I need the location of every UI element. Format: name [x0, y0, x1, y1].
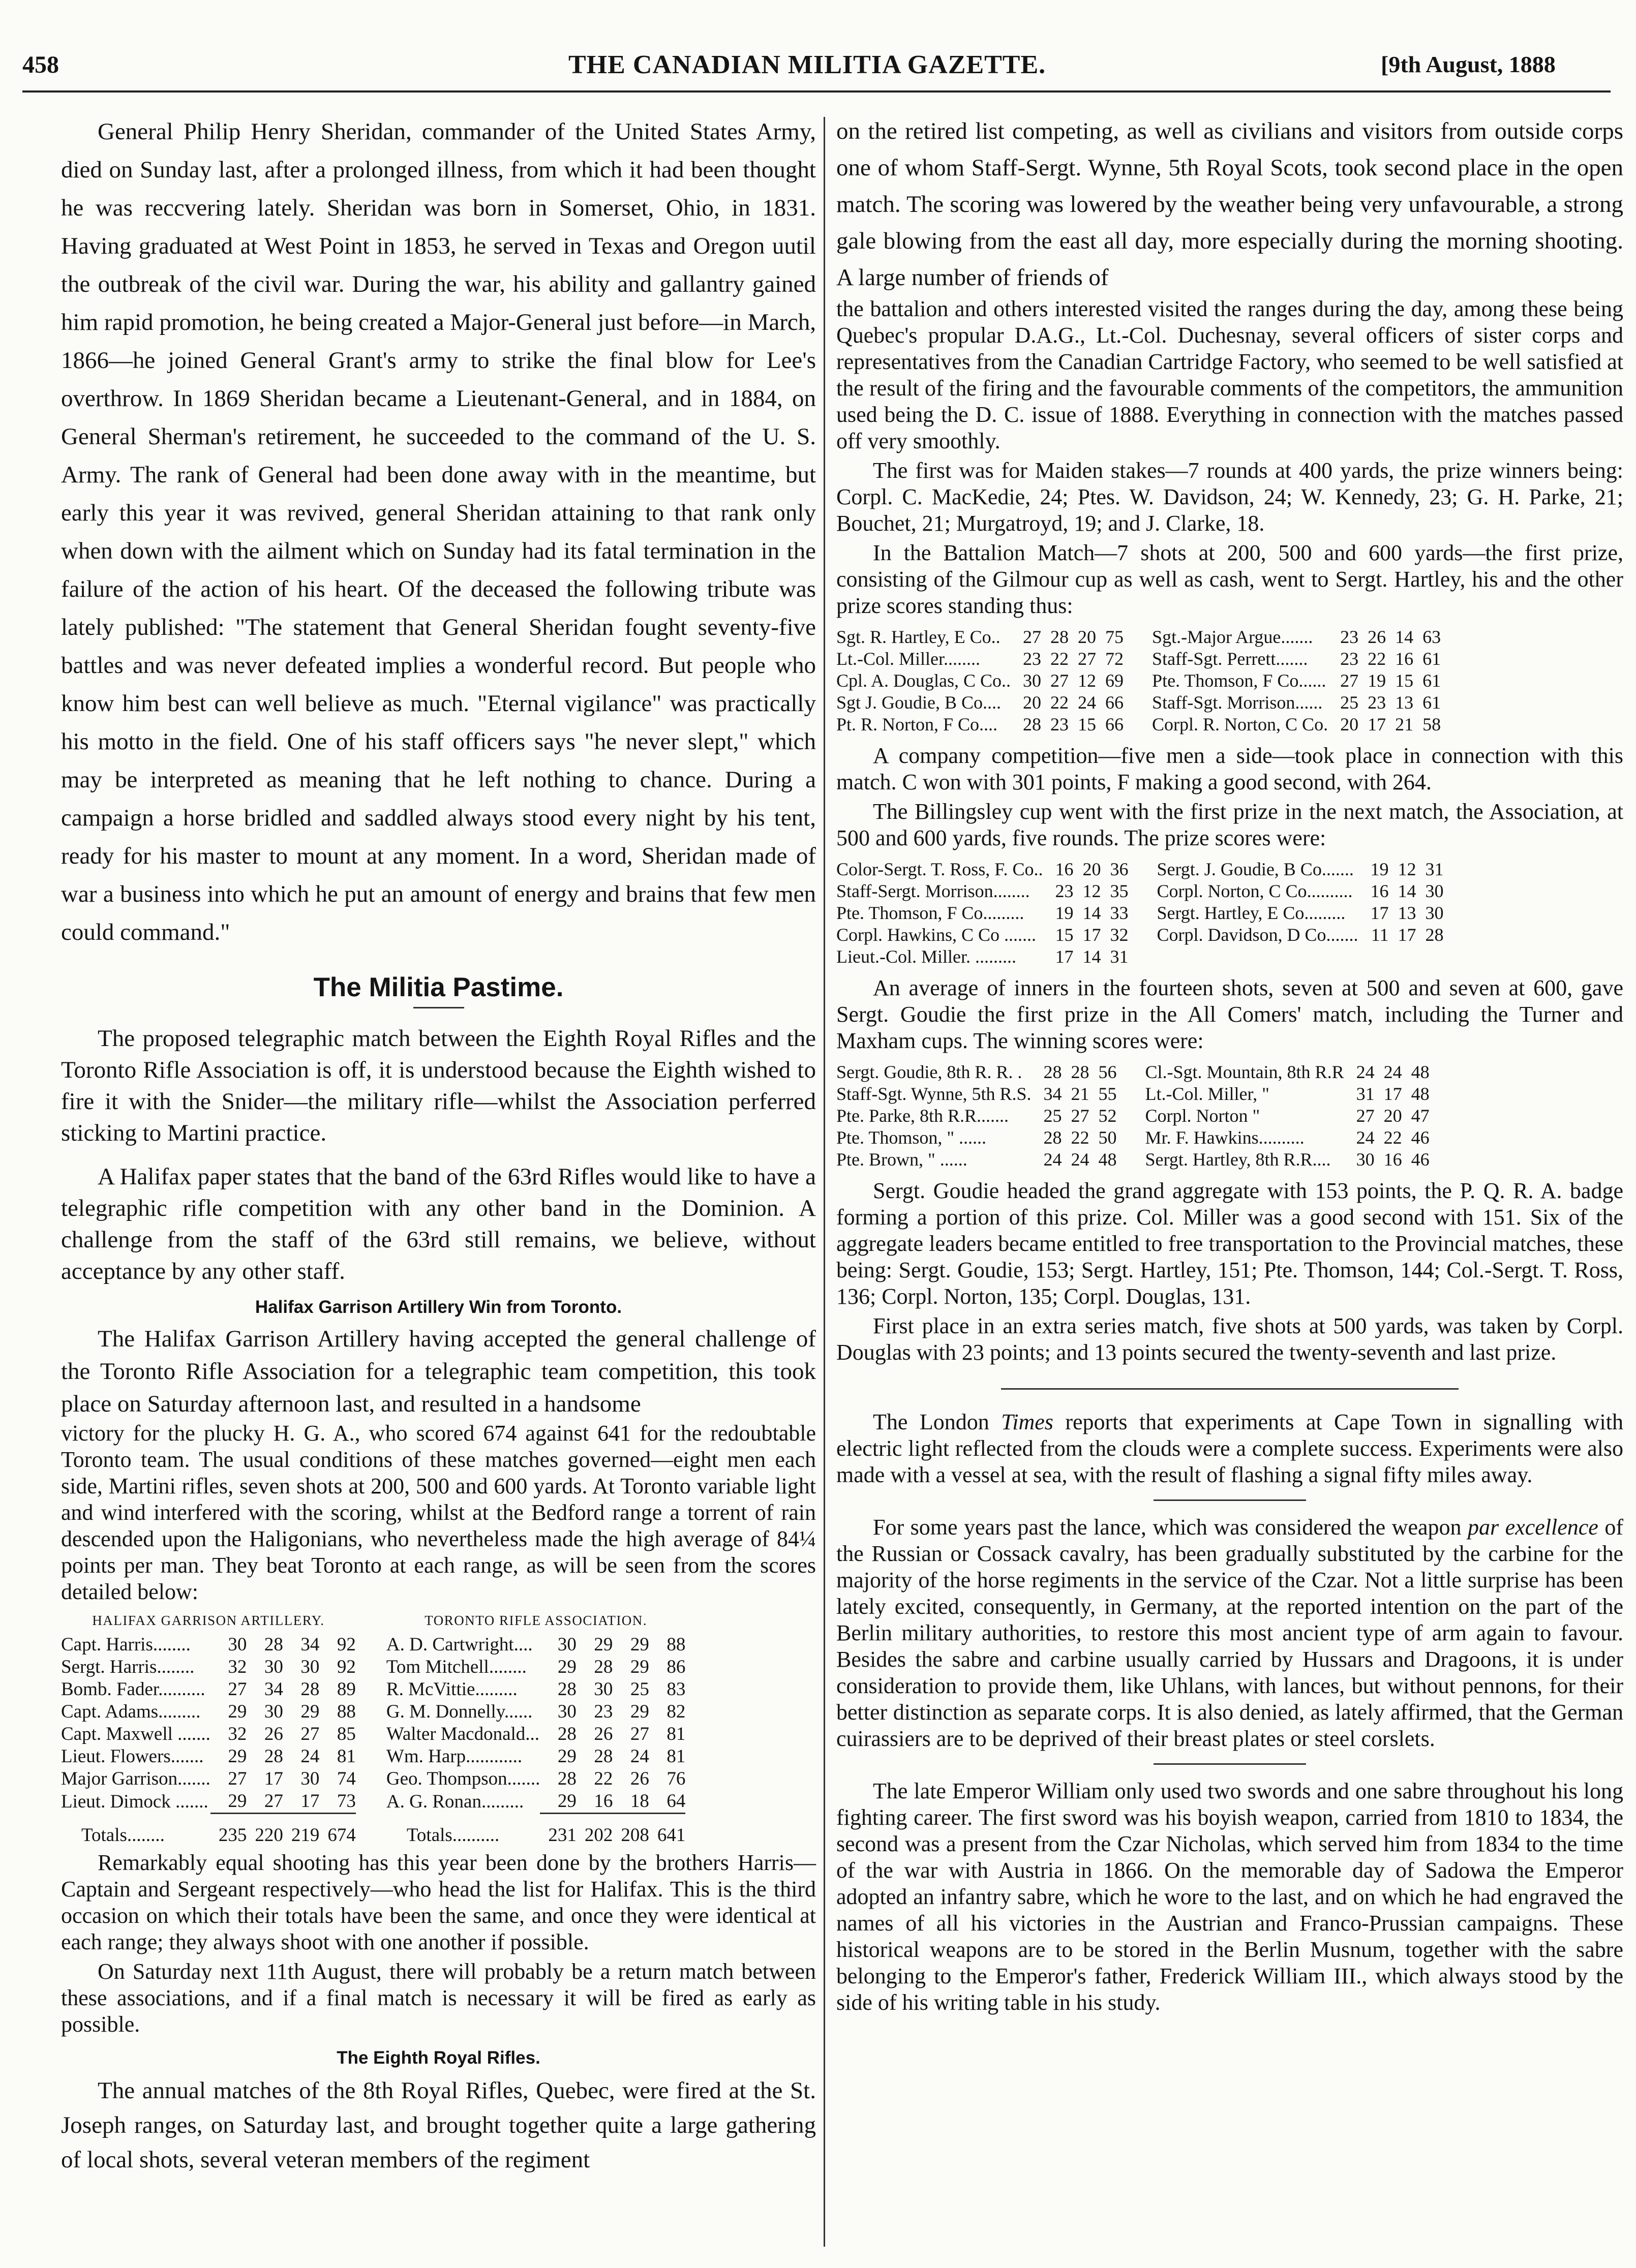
score-row	[836, 648, 1441, 670]
halifax-total-200: 235	[218, 1825, 247, 1846]
score-500: 17	[1368, 714, 1386, 734]
toronto-score-600: 26	[630, 1768, 649, 1789]
competitor-name: Sgt.-Major Argue.......	[1152, 627, 1313, 647]
toronto-score-600: 27	[630, 1724, 649, 1744]
score-600: 14	[1082, 903, 1101, 923]
score-total: 69	[1105, 670, 1124, 691]
score-600: 16	[1383, 1149, 1402, 1170]
halifax-score-500: 34	[264, 1679, 283, 1700]
score-row	[836, 626, 1441, 648]
competitor-name: Sergt. Hartley, E Co.........	[1157, 903, 1346, 923]
halifax-score-200: 27	[228, 1679, 247, 1700]
score-row	[836, 1127, 1430, 1149]
score-500: 19	[1370, 859, 1389, 879]
toronto-score-600: 29	[630, 1701, 649, 1722]
score-500: 23	[1055, 881, 1074, 901]
score-500: 24	[1043, 1149, 1062, 1170]
score-600: 12	[1078, 670, 1097, 691]
score-500: 17	[1370, 903, 1389, 923]
issue-date: [9th August, 1888	[1381, 51, 1556, 77]
halifax-total: 74	[337, 1768, 356, 1789]
page-header	[0, 0, 1636, 86]
halifax-score-200: 32	[228, 1657, 247, 1677]
score-600: 15	[1078, 714, 1097, 734]
score-500: 27	[1050, 670, 1069, 691]
halifax-score-200: 29	[228, 1746, 247, 1767]
score-total: 32	[1110, 925, 1129, 945]
times-italic: Times	[1001, 1409, 1053, 1434]
score-row	[836, 946, 1443, 968]
competitor-name: Staff-Sgt. Morrison......	[1152, 692, 1323, 713]
score-row	[61, 1723, 685, 1745]
halifax-score-600: 27	[300, 1724, 320, 1744]
competitor-name: Corpl. Hawkins, C Co .......	[836, 925, 1037, 945]
score-500: 31	[1356, 1084, 1375, 1104]
score-600: 24	[1078, 692, 1097, 713]
score-row	[836, 902, 1443, 924]
toronto-score-600: 29	[630, 1657, 649, 1677]
competitor-name: Corpl. Norton, C Co..........	[1157, 881, 1353, 901]
score-total: 66	[1105, 692, 1124, 713]
score-500: 22	[1050, 692, 1069, 713]
score-600: 17	[1082, 925, 1101, 945]
toronto-score-600: 25	[630, 1679, 649, 1700]
toronto-grand-total: 641	[657, 1825, 686, 1846]
competitor-name: Sgt. R. Hartley, E Co..	[836, 627, 1001, 647]
paragraph-63rd-band: A Halifax paper states that the band of the 63rd Rifles would like to have a telegraphic rifle competition with any other band in the Dominion. A challenge from the staff of the 63rd still remains, we believe, without acceptance by any other staff.	[61, 1163, 816, 1284]
score-total: 30	[1425, 903, 1444, 923]
paragraph-eighth-royal-rifles: The annual matches of the 8th Royal Rifles, Quebec, were fired at the St. Joseph ranges, on Saturday last, and brought together quite a large gathering of local shots, several veteran members of the regiment	[61, 2077, 816, 2173]
score-200: 27	[1023, 627, 1042, 647]
short-separator	[1154, 1499, 1306, 1501]
score-total: 28	[1425, 925, 1444, 945]
competitor-name: Lt.-Col. Miller, "	[1145, 1084, 1269, 1104]
score-600	[1388, 946, 1416, 968]
halifax-score-600: 24	[300, 1746, 320, 1767]
score-500: 25	[1043, 1106, 1062, 1126]
score-500: 19	[1055, 903, 1074, 923]
score-total: 47	[1411, 1106, 1430, 1126]
halifax-score-600: 30	[300, 1657, 320, 1677]
score-200: 23	[1340, 649, 1359, 669]
score-500	[1361, 946, 1388, 968]
competitor-name	[1157, 946, 1361, 968]
halifax-score-200: 30	[228, 1634, 247, 1655]
score-600: 24	[1383, 1062, 1402, 1082]
score-total: 66	[1105, 714, 1124, 734]
toronto-score-500: 23	[594, 1701, 613, 1722]
score-total: 52	[1098, 1106, 1117, 1126]
score-200: 23	[1023, 649, 1042, 669]
toronto-score-200: 29	[557, 1791, 577, 1812]
competitor-name: Staff-Sgt. Wynne, 5th R.S.	[836, 1084, 1032, 1104]
score-500: 34	[1043, 1084, 1062, 1104]
score-600: 21	[1071, 1084, 1089, 1104]
halifax-score-600: 30	[300, 1768, 320, 1789]
halifax-score-500: 30	[264, 1701, 283, 1722]
score-500: 24	[1356, 1062, 1375, 1082]
score-total: 46	[1411, 1149, 1430, 1170]
toronto-caption: TORONTO RIFLE ASSOCIATION.	[425, 1613, 648, 1628]
toronto-score-200: 28	[557, 1679, 577, 1700]
competitor-name: Color-Sergt. T. Ross, F. Co..	[836, 859, 1043, 879]
halifax-total: 92	[337, 1634, 356, 1655]
paragraph-emperor-william: The late Emperor William only used two swords and one sabre throughout his long fighting career. The first sword was his boyish weapon, carried from 1810 to 1834, the second was a present from the Czar Nicholas, which served him from 1834 to the time of the war with Austria in 1866. On the memorable day of Sadowa the Emperor adopted an infantry sabre, which he wore to the last, and on which he had engraved the names of all his victories in the Austrian and Franco-Prussian campaigns. These historical weapons are to be stored in the Berlin Musnum, together with the sabre belonging to the Emperor's father, Frederick William III., which always stood by the side of his writing table in his study.	[836, 1779, 1623, 2015]
toronto-score-200: 30	[557, 1701, 577, 1722]
score-total: 61	[1422, 670, 1441, 691]
score-200: 28	[1023, 714, 1042, 734]
score-row	[61, 1790, 685, 1814]
paragraph-halifax-a: The Halifax Garrison Artillery having accepted the general challenge of the Toronto Rifle Association for a telegraphic team competition, this took place on Saturday afternoon last, and resulted in a handsome	[61, 1326, 816, 1417]
score-total: 48	[1098, 1149, 1117, 1170]
competitor-name: Lt.-Col. Miller........	[836, 649, 980, 669]
toronto-score-600: 18	[630, 1791, 649, 1812]
toronto-name: Wm. Harp............	[386, 1746, 523, 1767]
halifax-name: Capt. Maxwell .......	[61, 1724, 210, 1744]
score-total: 48	[1411, 1062, 1430, 1082]
toronto-score-500: 22	[594, 1768, 613, 1789]
lance-text-start: For some years past the lance, which was considered the weapon	[873, 1515, 1468, 1540]
score-total: 35	[1110, 881, 1129, 901]
score-200: 30	[1023, 670, 1042, 691]
score-total: 33	[1110, 903, 1129, 923]
short-separator-2	[1154, 1763, 1306, 1765]
paragraph-company-competition: A company competition—five men a side—took place in connection with this match. C won with 301 points, F making a good second, with 264.	[836, 743, 1623, 794]
halifax-name: Capt. Harris........	[61, 1634, 191, 1655]
halifax-name: Major Garrison.......	[61, 1768, 210, 1789]
score-row	[61, 1745, 685, 1768]
toronto-name: A. D. Cartwright....	[386, 1634, 533, 1655]
halifax-name: Bomb. Fader..........	[61, 1679, 205, 1700]
toronto-score-200: 28	[557, 1724, 577, 1744]
halifax-name: Lieut. Dimock .......	[61, 1791, 208, 1812]
halifax-total-600: 219	[291, 1825, 320, 1846]
halifax-score-500: 30	[264, 1657, 283, 1677]
score-600: 21	[1395, 714, 1414, 734]
toronto-name: R. McVittie.........	[386, 1679, 518, 1700]
paragraph-grand-aggregate: Sergt. Goudie headed the grand aggregate with 153 points, the P. Q. R. A. badge forming a portion of this prize. Col. Miller was a good second with 151. Six of the aggregate leaders became entitled to free transportation to the Provincial matches, these being: Sergt. Goudie, 153; Sergt. Hartley, 151; Pte. Thomson, 144; Col.-Sergt. T. Ross, 136; Corpl. Norton, 135; Corpl. Douglas, 131.	[836, 1178, 1623, 1309]
score-row	[836, 1149, 1430, 1171]
toronto-score-500: 28	[594, 1657, 613, 1677]
score-600: 16	[1395, 649, 1414, 669]
competitor-name: Sergt. Goudie, 8th R. R. .	[836, 1062, 1022, 1082]
score-500: 11	[1371, 925, 1389, 945]
competitor-name: Cpl. A. Douglas, C Co..	[836, 670, 1011, 691]
score-600: 14	[1082, 946, 1101, 967]
halifax-score-600: 29	[300, 1701, 320, 1722]
subheading-eighth-royal-rifles: The Eighth Royal Rifles.	[337, 2048, 540, 2068]
score-row	[61, 1634, 685, 1656]
left-column	[61, 113, 816, 2177]
score-600: 12	[1398, 859, 1416, 879]
competitor-name: Pte. Thomson, F Co.........	[836, 903, 1024, 923]
competitor-name: Pte. Brown, " ......	[836, 1149, 967, 1170]
paragraph-return-match: On Saturday next 11th August, there will probably be a return match between these associations, and if a final match is necessary it will be fired as early as possible.	[61, 1959, 816, 2037]
competitor-name: Lieut.-Col. Miller. .........	[836, 946, 1016, 967]
sheridan-article: General Philip Henry Sheridan, commander of the United States Army, died on Sunday last, after a prolonged illness, from which it had been thought he was reccvering lately. Sheridan was born in Somerset, Ohio, in 1831. Having graduated at West Point in 1853, he served in Texas and Oregon uutil the outbreak of the civil war. During the war, his ability and gallantry gained him rapid promotion, he being created a Major-General just before—in March, 1866—he joined General Grant's army to strike the final blow for Lee's overthrow. In 1869 Sheridan became a Lieutenant-General, and in 1884, on General Sherman's retirement, he succeeded to the command of the U. S. Army. The rank of General had been done away with in the meantime, but early this year it was revived, general Sheridan attaining to that rank only when down with the ailment which on Sunday had its fatal termination in the failure of the action of his heart. Of the deceased the following tribute was lately published: "The statement that General Sheridan fought seventy-five battles and was never defeated implies a wonderful record. But people who know him best can well believe as much. "Eternal vigilance" was practically his motto in the field. One of his staff officers says "he never slept," which may be interpreted as meaning that he left nothing to chance. During a campaign a horse bridled and saddled always stood every night by his tent, ready for his master to mount at any moment. In a word, Sheridan made of war a business into which he put an amount of energy and brains that few men could command."	[61, 118, 816, 945]
paragraph-battalion-match: In the Battalion Match—7 shots at 200, 500 and 600 yards—the first prize, consisting of the Gilmour cup as well as cash, went to Sergt. Hartley, his and the other prize scores standing thus:	[836, 540, 1623, 618]
toronto-score-600: 29	[630, 1634, 649, 1655]
halifax-caption: HALIFAX GARRISON ARTILLERY.	[92, 1613, 325, 1628]
score-total: 31	[1425, 859, 1444, 879]
toronto-total: 83	[666, 1679, 686, 1700]
score-600: 13	[1398, 903, 1416, 923]
toronto-name: G. M. Donnelly......	[386, 1701, 533, 1722]
toronto-score-500: 28	[594, 1746, 613, 1767]
toronto-total-200: 231	[548, 1825, 577, 1846]
halifax-score-500: 27	[264, 1791, 283, 1812]
score-row	[61, 1656, 685, 1678]
score-total: 61	[1422, 692, 1441, 713]
score-row	[61, 1768, 685, 1790]
halifax-score-500: 28	[264, 1746, 283, 1767]
score-600: 12	[1082, 881, 1101, 901]
toronto-total: 76	[666, 1768, 686, 1789]
score-500: 19	[1368, 670, 1386, 691]
score-500: 22	[1368, 649, 1386, 669]
toronto-name: Walter Macdonald...	[386, 1724, 540, 1744]
score-600: 28	[1071, 1062, 1089, 1082]
score-600: 27	[1071, 1106, 1089, 1126]
score-total: 30	[1425, 881, 1444, 901]
halifax-total-500: 220	[255, 1825, 283, 1846]
competitor-name: Sergt. J. Goudie, B Co.......	[1157, 859, 1354, 879]
toronto-total-600: 208	[621, 1825, 649, 1846]
score-600: 17	[1398, 925, 1416, 945]
heading-rule	[413, 1007, 464, 1008]
halifax-totals-label: Totals........	[81, 1825, 165, 1846]
halifax-name: Sergt. Harris........	[61, 1657, 195, 1677]
competitor-name: Pt. R. Norton, F Co....	[836, 714, 998, 734]
section-heading-militia-pastime: The Militia Pastime.	[313, 972, 564, 1002]
subheading-halifax: Halifax Garrison Artillery Win from Toronto.	[255, 1297, 622, 1317]
battalion-match-scores	[836, 626, 1441, 735]
paragraph-telegraphic-match: The proposed telegraphic match between the Eighth Royal Rifles and the Toronto Rifle Association is off, it is understood because the Eighth wished to fire it with the Snider—the military rifle—whilst the Association perferred sticking to Martini practice.	[61, 1025, 816, 1146]
score-600: 22	[1071, 1127, 1089, 1148]
halifax-total: 85	[337, 1724, 356, 1744]
score-total	[1416, 946, 1443, 968]
paragraph-eighth-continued-a: on the retired list competing, as well as civilians and visitors from outside corps one of whom Staff-Sergt. Wynne, 5th Royal Scots, took second place in the open match. The scoring was lowered by the weather being very unfavourable, a strong gale blowing from the east all day, more especially during the morning shooting. A large number of friends of	[836, 118, 1623, 291]
score-500: 22	[1050, 649, 1069, 669]
toronto-total: 64	[666, 1791, 686, 1812]
competitor-name: Staff-Sergt. Morrison........	[836, 881, 1030, 901]
toronto-score-500: 16	[594, 1791, 613, 1812]
billingsley-scores	[836, 859, 1443, 968]
score-600: 24	[1071, 1149, 1089, 1170]
halifax-total: 92	[337, 1657, 356, 1677]
score-200: 23	[1340, 627, 1359, 647]
score-200: 20	[1023, 692, 1042, 713]
toronto-score-200: 29	[557, 1746, 577, 1767]
competitor-name: Corpl. R. Norton, C Co.	[1152, 714, 1328, 734]
halifax-score-500: 26	[264, 1724, 283, 1744]
toronto-total: 81	[666, 1724, 686, 1744]
halifax-score-600: 17	[300, 1791, 320, 1812]
toronto-totals-label: Totals..........	[406, 1825, 500, 1846]
times-text-end: reports that experiments at Cape Town in signalling with electric light reflected from the clouds were a complete success. Experiments were also made with a vessel at sea, with the result of flashing a signal fifty miles away.	[836, 1409, 1623, 1487]
score-600: 14	[1398, 881, 1416, 901]
score-row	[61, 1701, 685, 1723]
score-500: 27	[1356, 1106, 1375, 1126]
paragraph-lance	[836, 1514, 1623, 1752]
halifax-total: 81	[337, 1746, 356, 1767]
score-500: 15	[1055, 925, 1074, 945]
score-200: 25	[1340, 692, 1359, 713]
all-comers-scores	[836, 1061, 1430, 1171]
competitor-name: Corpl. Norton "	[1145, 1106, 1260, 1126]
paragraph-eighth-continued-b: the battalion and others interested visited the ranges during the day, among these being Quebec's propular D.A.G., Lt.-Col. Duchesnay, several officers of sister corps and representatives from the Canadian Cartridge Factory, who seemed to be well satisfied at the result of the firing and the favourable comments of the competitors, the ammunition used being the D. C. issue of 1888. Everything in connection with the matches passed off very smoothly.	[836, 296, 1623, 453]
paragraph-all-comers: An average of inners in the fourteen shots, seven at 500 and seven at 600, gave Sergt. Goudie the first prize in the All Comers' match, including the Turner and Maxham cups. The winning scores were:	[836, 975, 1623, 1053]
score-500: 28	[1043, 1062, 1062, 1082]
paragraph-london-times	[836, 1409, 1623, 1488]
halifax-grand-total: 674	[327, 1825, 356, 1846]
halifax-score-200: 29	[228, 1701, 247, 1722]
score-600: 27	[1078, 649, 1097, 669]
halifax-score-200: 27	[228, 1768, 247, 1789]
halifax-score-500: 28	[264, 1634, 283, 1655]
score-500: 26	[1368, 627, 1386, 647]
score-total: 48	[1411, 1084, 1430, 1104]
score-row	[836, 714, 1441, 735]
score-500: 28	[1043, 1127, 1062, 1148]
competitor-name: Sgt J. Goudie, B Co....	[836, 692, 1002, 713]
competitor-name: Pte. Parke, 8th R.R.......	[836, 1106, 1009, 1126]
competitor-name: Staff-Sgt. Perrett.......	[1152, 649, 1308, 669]
lance-italic: par excellence	[1468, 1515, 1598, 1540]
score-500: 30	[1356, 1149, 1375, 1170]
paragraph-maiden-stakes: The first was for Maiden stakes—7 rounds at 400 yards, the prize winners being: Corpl. C. MacKedie, 24; Ptes. W. Davidson, 24; W. Kennedy, 23; G. H. Parke, 21; Bouchet, 21; Murgatroyd, 19; and J. Clarke, 18.	[836, 458, 1623, 536]
toronto-score-500: 29	[594, 1634, 613, 1655]
paragraph-billingsley-cup: The Billingsley cup went with the first prize in the next match, the Association, at 500 and 600 yards, five rounds. The prize scores were:	[836, 799, 1623, 850]
score-600: 13	[1395, 692, 1414, 713]
toronto-name: Tom Mitchell........	[386, 1657, 527, 1677]
score-500: 16	[1055, 859, 1074, 879]
toronto-score-200: 29	[557, 1657, 577, 1677]
halifax-total: 88	[337, 1701, 356, 1722]
paragraph-harris-brothers: Remarkably equal shooting has this year been done by the brothers Harris—Captain and Sergeant respectively—who head the list for Halifax. This is the third occasion on which their totals have been the same, and once they were identical at each range; they always shoot with one another if possible.	[61, 1850, 816, 1954]
score-row	[836, 1105, 1430, 1127]
halifax-score-200: 29	[228, 1791, 247, 1812]
halifax-score-600: 28	[300, 1679, 320, 1700]
score-row	[836, 692, 1441, 714]
column-divider	[824, 117, 825, 2247]
score-total: 72	[1105, 649, 1124, 669]
score-500: 16	[1370, 881, 1389, 901]
halifax-score-500: 17	[264, 1768, 283, 1789]
toronto-total: 81	[666, 1746, 686, 1767]
competitor-name: Corpl. Davidson, D Co.......	[1157, 925, 1358, 945]
times-text-start: The London	[873, 1409, 1002, 1434]
header-rule	[22, 90, 1611, 93]
halifax-score-600: 34	[300, 1634, 320, 1655]
score-row	[836, 859, 1443, 880]
score-200: 20	[1340, 714, 1359, 734]
score-total: 50	[1098, 1127, 1117, 1148]
toronto-score-200: 28	[557, 1768, 577, 1789]
score-row	[61, 1678, 685, 1701]
score-row	[836, 924, 1443, 946]
score-total: 31	[1110, 946, 1129, 967]
score-600: 20	[1082, 859, 1101, 879]
score-500: 28	[1050, 627, 1069, 647]
competitor-name: Mr. F. Hawkins..........	[1145, 1127, 1305, 1148]
toronto-score-200: 30	[557, 1634, 577, 1655]
halifax-total: 89	[337, 1679, 356, 1700]
halifax-score-200: 32	[228, 1724, 247, 1744]
score-600: 22	[1383, 1127, 1402, 1148]
toronto-score-500: 26	[594, 1724, 613, 1744]
score-500: 17	[1055, 946, 1074, 967]
halifax-name: Capt. Adams.........	[61, 1701, 201, 1722]
paragraph-extra-series: First place in an extra series match, five shots at 500 yards, was taken by Corpl. Douglas with 23 points; and 13 points secured the twenty-seventh and last prize.	[836, 1313, 1623, 1365]
score-500: 24	[1356, 1127, 1375, 1148]
score-total: 55	[1098, 1084, 1117, 1104]
toronto-score-500: 30	[594, 1679, 613, 1700]
score-total: 36	[1110, 859, 1129, 879]
score-total: 56	[1098, 1062, 1117, 1082]
toronto-total-500: 202	[584, 1825, 613, 1846]
halifax-total: 73	[337, 1791, 356, 1812]
paragraph-halifax-b: victory for the plucky H. G. A., who scored 674 against 641 for the redoubtable Toronto team. The usual conditions of these matches governed—eight men each side, Martini rifles, seven shots at 200, 500 and 600 yards. At Toronto variable light and wind interfered with the scoring, whilst at the Bedford range a torrent of rain descended upon the Haligonians, who nevertheless made the high average of 84¼ points per man. They beat Toronto at each range, as will be seen from the scores detailed below:	[61, 1421, 816, 1604]
score-600: 17	[1383, 1084, 1402, 1104]
score-total: 75	[1105, 627, 1124, 647]
score-total: 63	[1422, 627, 1441, 647]
totals-row	[61, 1814, 685, 1847]
toronto-name: Geo. Thompson.......	[386, 1768, 540, 1789]
halifax-name: Lieut. Flowers.......	[61, 1746, 204, 1767]
page-number: 458	[22, 51, 59, 78]
competitor-name: Pte. Thomson, " ......	[836, 1127, 987, 1148]
toronto-name: A. G. Ronan.........	[386, 1791, 524, 1812]
score-500: 23	[1368, 692, 1386, 713]
score-row	[836, 1061, 1430, 1083]
competitor-name: Cl.-Sgt. Mountain, 8th R.R	[1145, 1062, 1344, 1082]
competitor-name: Pte. Thomson, F Co......	[1152, 670, 1326, 691]
toronto-score-600: 24	[630, 1746, 649, 1767]
score-total: 46	[1411, 1127, 1430, 1148]
score-row	[836, 880, 1443, 902]
section-separator	[1001, 1388, 1459, 1390]
score-600: 15	[1395, 670, 1414, 691]
masthead-title: THE CANADIAN MILITIA GAZETTE.	[568, 50, 1046, 79]
score-600: 20	[1078, 627, 1097, 647]
right-column	[836, 113, 1623, 2016]
halifax-toronto-score-table	[61, 1609, 685, 1847]
score-row	[836, 670, 1441, 692]
score-row	[836, 1083, 1430, 1105]
toronto-total: 88	[666, 1634, 686, 1655]
score-total: 58	[1422, 714, 1441, 734]
score-200: 27	[1340, 670, 1359, 691]
competitor-name: Sergt. Hartley, 8th R.R....	[1145, 1149, 1331, 1170]
lance-text-end: of the Russian or Cossack cavalry, has been gradually substituted by the carbine for the majority of the horse regiments in the service of the Czar. Not a little surprise has been lately excited, consequently, in Germany, at the reported intention on the part of the Berlin military authorities, to restore this most ancient type of arm again to favour. Besides the sabre and carbine usually carried by Hussars and Dragoons, it is under consideration to provide them, like Uhlans, with lances, but without pennons, for their better distinction as separate corps. It is also denied, as lately affirmed, that the German cuirassiers are to be deprived of their breast plates or steel corslets.	[836, 1515, 1623, 1751]
toronto-total: 82	[666, 1701, 686, 1722]
score-total: 61	[1422, 649, 1441, 669]
toronto-total: 86	[666, 1657, 686, 1677]
score-600: 14	[1395, 627, 1414, 647]
score-500: 23	[1050, 714, 1069, 734]
score-600: 20	[1383, 1106, 1402, 1126]
